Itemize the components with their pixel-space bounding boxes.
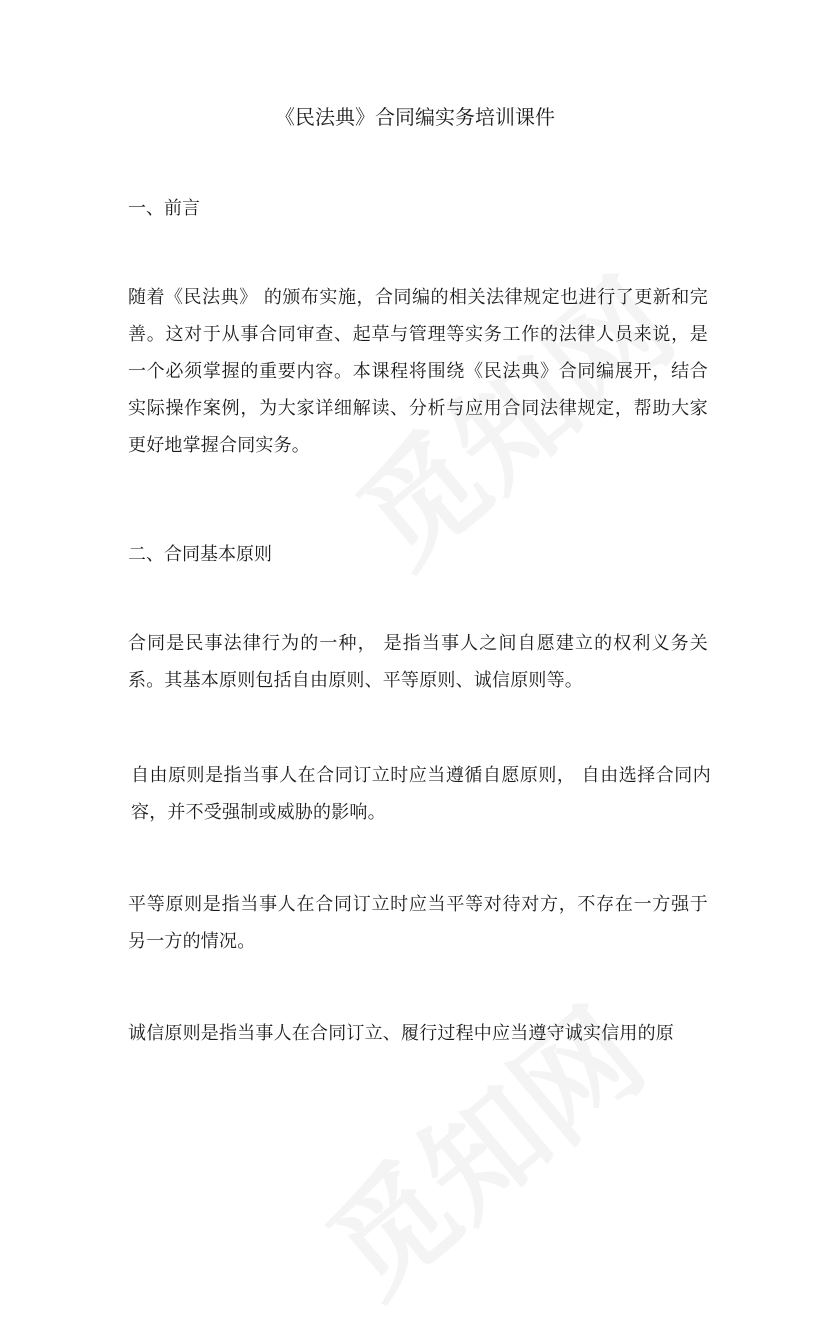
page-title: 《民法典》合同编实务培训课件 <box>275 105 555 129</box>
contract-definition-paragraph: 合同是民事法律行为的一种， 是指当事人之间自愿建立的权利义务关系。其基本原则包括自由原则、平等原则、诚信原则等。 <box>128 633 708 691</box>
good-faith-principle-paragraph: 诚信原则是指当事人在合同订立、履行过程中应当遵守诚实信用的原 <box>128 1023 674 1044</box>
section-heading-principles: 二、合同基本原则 <box>128 544 272 565</box>
freedom-principle-paragraph: 自由原则是指当事人在合同订立时应当遵循自愿原则， 自由选择合同内容，并不受强制或威胁的影响。 <box>131 765 711 823</box>
equality-principle-paragraph: 平等原则是指当事人在合同订立时应当平等对待对方，不存在一方强于另一方的情况。 <box>128 894 708 952</box>
section-heading-intro: 一、前言 <box>128 198 200 219</box>
intro-paragraph: 随着《民法典》 的颁布实施，合同编的相关法律规定也进行了更新和完善。这对于从事合同审查、起草与管理等实务工作的法律人员来说，是一个必须掌握的重要内容。本课程将围绕《民法典》合同编展开，结合实际操作案例，为大家详细解读、分析与应用合同法律规定，帮助大家更好地掌握合同实务。 <box>128 287 708 456</box>
